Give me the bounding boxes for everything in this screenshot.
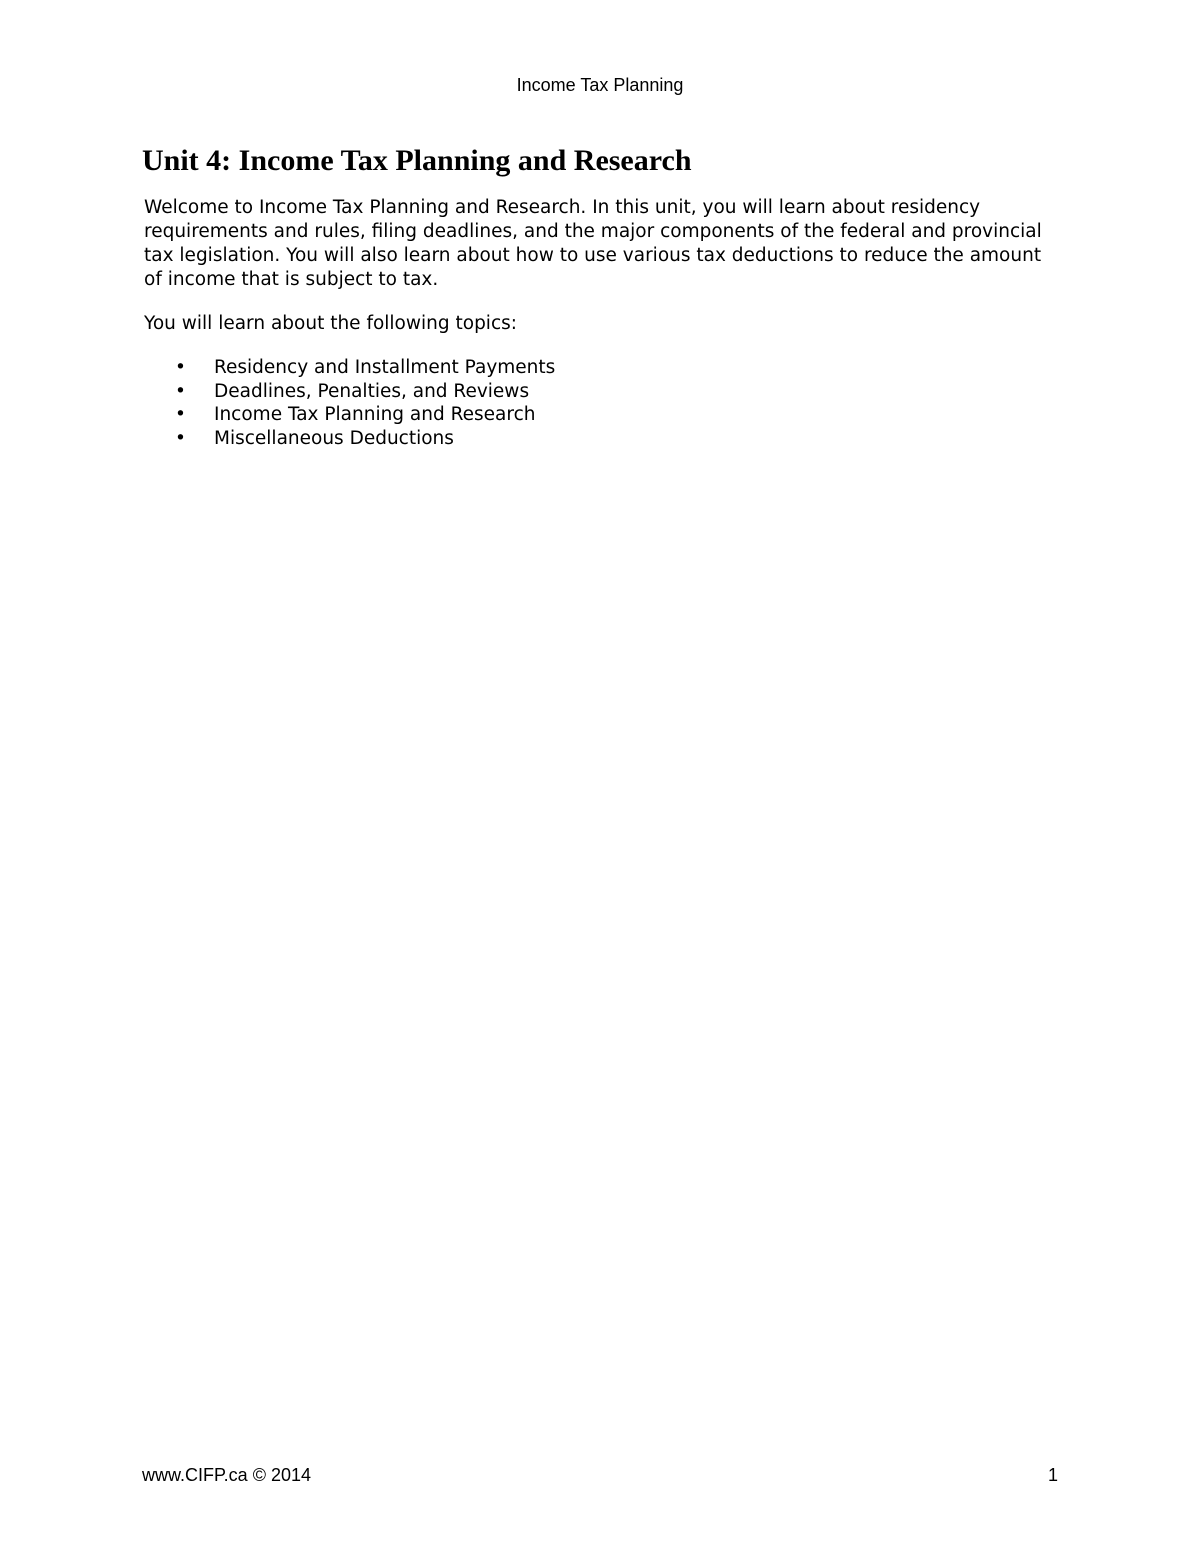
topics-lead: You will learn about the following topics:: [144, 313, 517, 334]
topic-label: Miscellaneous Deductions: [214, 427, 454, 449]
running-title: Income Tax Planning: [516, 75, 684, 95]
bullet-icon: •: [175, 357, 186, 378]
page-number: 1: [1047, 1465, 1058, 1485]
bullet-icon: •: [175, 380, 186, 402]
unit-title: Unit 4: Income Tax Planning and Research: [142, 144, 692, 177]
list-item: [142, 427, 1062, 451]
intro-paragraph: Welcome to Income Tax Planning and Research. In this unit, you will learn about residency requirements and rules, filing deadlines, and the major components of the federal and provincial tax legislation. You will also learn about how to use various tax deductions to reduce the amount of income that is subject to tax.: [144, 197, 1042, 290]
page-content: [142, 142, 1062, 450]
bullet-icon: •: [175, 427, 186, 449]
topic-list: [142, 356, 1062, 450]
list-item: [142, 403, 1062, 427]
topic-label: Residency and Installment Payments: [214, 357, 556, 378]
topic-label: Deadlines, Penalties, and Reviews: [214, 380, 530, 402]
topic-label: Income Tax Planning and Research: [214, 404, 536, 425]
copyright-notice: www.CIFP.ca © 2014: [142, 1465, 312, 1485]
list-item: [142, 356, 1062, 380]
running-header: [0, 74, 1200, 96]
list-item: [142, 380, 1062, 404]
bullet-icon: •: [175, 404, 186, 425]
